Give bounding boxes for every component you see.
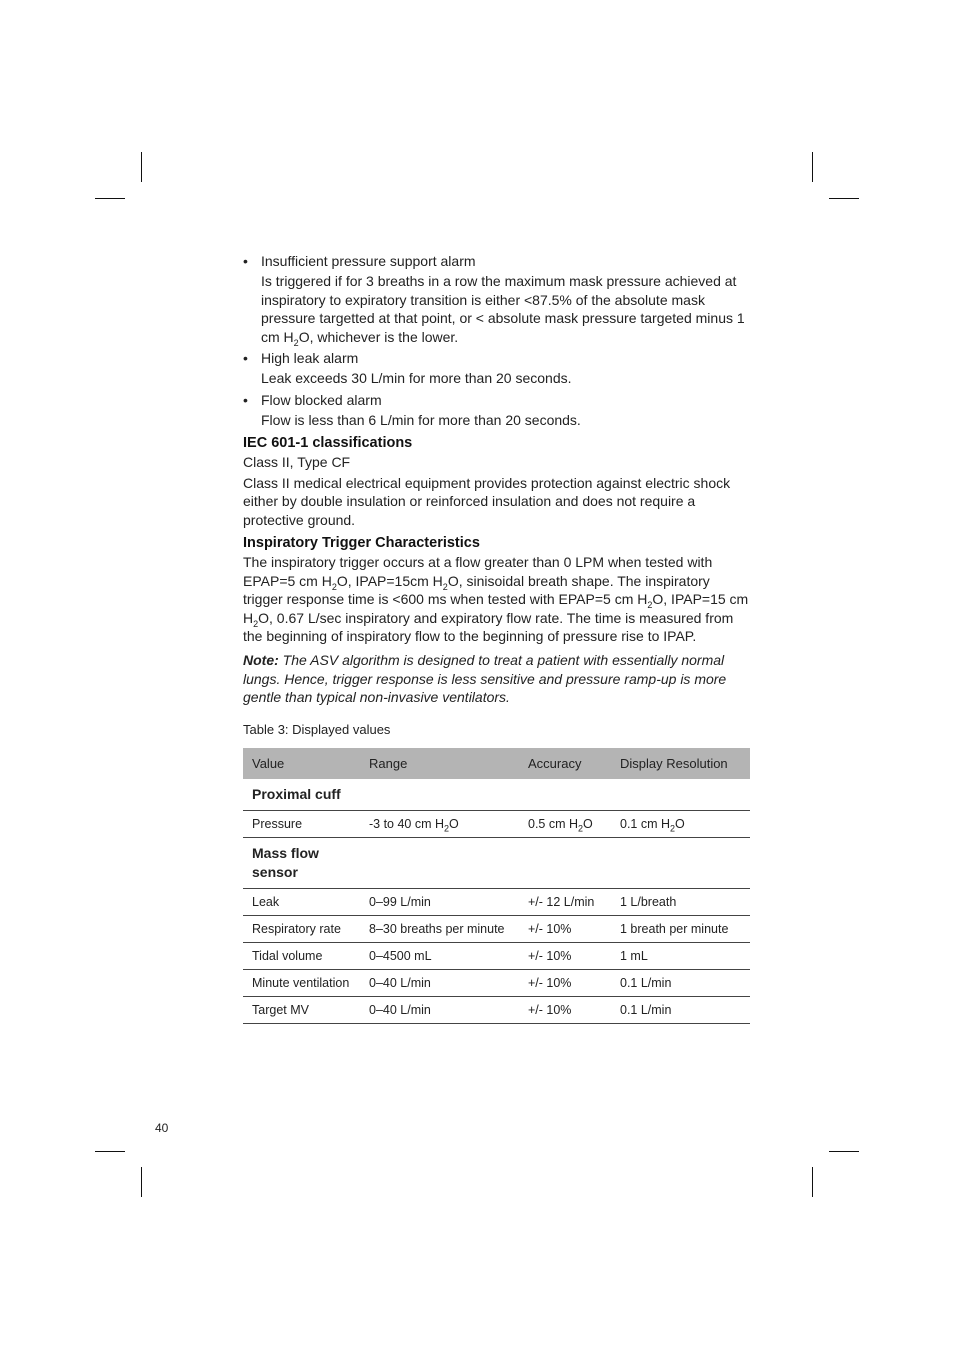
trigger-body: The inspiratory trigger occurs at a flow greater than 0 LPM when tested with EPAP=5 cm $H_2O$, IPAP=15cm $H_2O$, sinisoidal breath shape. The inspiratory trigger response time is <600 ms when tested with EPAP=5 cm $H_2O$, IPAP=15 cm $H_2O$, 0.67 L/sec inspiratory and expiratory flow rate. The time is measured from the beginning of inspiratory flow to the beginning of pressure rise to IPAP. (243, 554, 749, 644)
table-cell: Tidal volume (243, 942, 360, 969)
table-row (243, 996, 750, 1023)
table-row (243, 969, 750, 996)
alarm-label: Insufficient pressure support alarm (261, 253, 476, 269)
column-header: Value (243, 748, 360, 779)
alarm-detail: Flow is less than 6 L/min for more than 20 seconds. (261, 412, 581, 429)
table-group-row (243, 779, 750, 811)
table-row (243, 942, 750, 969)
table-caption: Table 3: Displayed values (243, 721, 391, 737)
table-header-row (243, 748, 750, 779)
alarm-list (243, 252, 750, 430)
crop-mark (141, 1167, 142, 1197)
bullet-icon: • (243, 350, 248, 367)
table-cell: 0.5 cm $H_2O$ (519, 810, 611, 837)
table-cell: +/- 10% (519, 915, 611, 942)
bullet-icon: • (243, 253, 248, 269)
alarm-item (243, 252, 750, 346)
table-cell: 1 breath per minute (611, 915, 750, 942)
table-cell: 0–40 L/min (360, 969, 519, 996)
table-cell: +/- 10% (519, 996, 611, 1023)
table-cell: Target MV (243, 996, 360, 1023)
crop-mark (95, 1151, 125, 1152)
note-label: Note: (243, 652, 279, 669)
table-cell: +/- 10% (519, 969, 611, 996)
group-title: Proximal cuff (243, 779, 360, 811)
crop-mark (141, 152, 142, 182)
table-cell: 0–40 L/min (360, 996, 519, 1023)
column-header: Accuracy (519, 748, 611, 779)
alarm-detail: Leak exceeds 30 L/min for more than 20 seconds. (261, 370, 572, 387)
column-header: Display Resolution (611, 748, 750, 779)
alarm-detail: Is triggered if for 3 breaths in a row the maximum mask pressure achieved at inspiratory to expiratory transition is either <87.5% of the absolute mask pressure targetted at that point, or < absolute mask pressure targeted minus 1 cm $H_2O$, whichever is the lower. (261, 273, 745, 348)
note-text: The ASV algorithm is designed to treat a patient with essentially normal lungs. Hence, trigger response is less sensitive and pressure ramp-up is more gentle than typical non-invasive ventilators. (243, 652, 727, 706)
table-cell: Respiratory rate (243, 915, 360, 942)
page-number: 40 (155, 1121, 169, 1135)
crop-mark (95, 198, 125, 199)
table-cell: 0.1 L/min (611, 996, 750, 1023)
table-group-row (243, 837, 750, 888)
table-cell: +/- 12 L/min (519, 888, 611, 915)
table-cell: Pressure (243, 810, 360, 837)
table-cell: 0–99 L/min (360, 888, 519, 915)
crop-mark (829, 1151, 859, 1152)
table-cell: Minute ventilation (243, 969, 360, 996)
table-cell: 1 mL (611, 942, 750, 969)
displayed-values-table (243, 748, 750, 1024)
iec-heading: IEC 601-1 classifications (243, 434, 413, 451)
page-content (243, 252, 750, 1024)
table-cell: 0–4500 mL (360, 942, 519, 969)
bullet-icon: • (243, 391, 248, 408)
table-cell: +/- 10% (519, 942, 611, 969)
crop-mark (829, 198, 859, 199)
alarm-label: Flow blocked alarm (261, 391, 382, 408)
alarm-item (243, 391, 750, 430)
iec-body: Class II medical electrical equipment provides protection against electric shock either by double insulation or reinforced insulation and does not require a protective ground. (243, 475, 731, 528)
table-cell: Leak (243, 888, 360, 915)
table-cell: -3 to 40 cm $H_2O$ (360, 810, 519, 837)
trigger-heading: Inspiratory Trigger Characteristics (243, 535, 480, 552)
note (243, 651, 750, 706)
alarm-item (243, 349, 750, 388)
iec-class: Class II, Type CF (243, 453, 351, 470)
table-cell: 0.1 L/min (611, 969, 750, 996)
table-cell: 1 L/breath (611, 888, 750, 915)
group-filler (360, 837, 750, 888)
crop-mark (812, 1167, 813, 1197)
group-filler (360, 779, 750, 811)
column-header: Range (360, 748, 519, 779)
table-row (243, 810, 750, 837)
trigger-section (243, 534, 750, 645)
table-row (243, 888, 750, 915)
table-row (243, 915, 750, 942)
table-cell: 0.1 cm $H_2O$ (611, 810, 750, 837)
alarm-label: High leak alarm (261, 350, 359, 367)
crop-mark (812, 152, 813, 182)
table-cell: 8–30 breaths per minute (360, 915, 519, 942)
group-title: Mass flow sensor (243, 837, 360, 888)
iec-section (243, 434, 750, 530)
